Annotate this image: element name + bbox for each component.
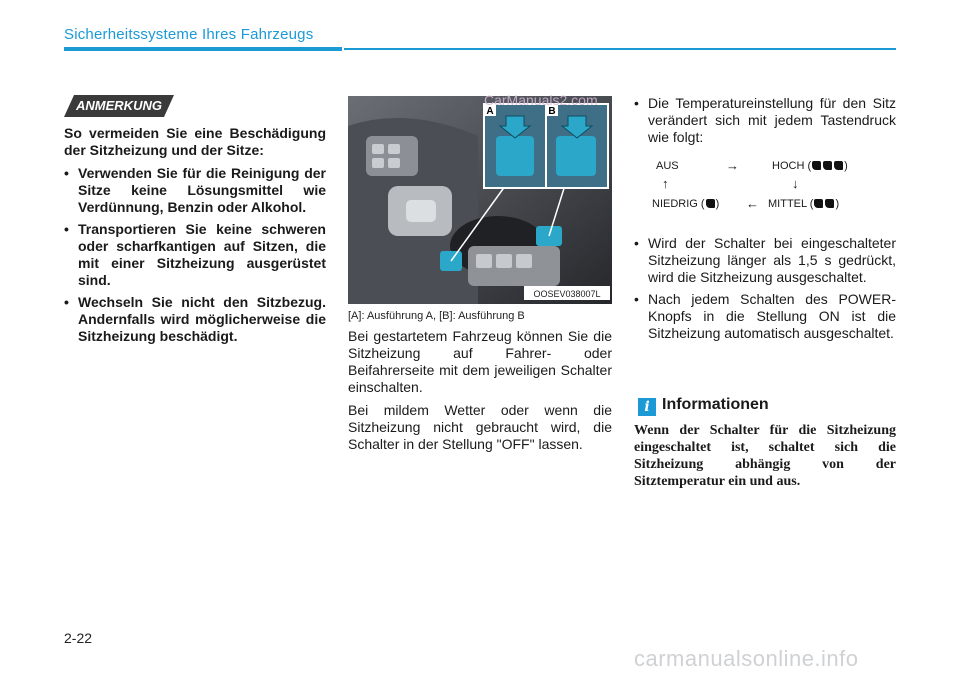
cycle-arrow-down: ↓: [792, 176, 799, 191]
information-title: Informationen: [662, 396, 769, 413]
cycle-high-label: HOCH (: [772, 160, 812, 172]
note-bullet: • Wechseln Sie nicht den Sitzbezug. Andernfalls wird möglicherweise die Sitzheizung beschädigt.: [64, 294, 326, 345]
seat-heat-icon: [812, 161, 821, 170]
cycle-paren: ): [844, 160, 848, 172]
cycle-low-label: NIEDRIG (: [652, 198, 705, 210]
seat-heat-icon: [823, 161, 832, 170]
gear-button-panel: [366, 136, 418, 176]
settings-column-lower: [634, 235, 896, 342]
header-rule-thick: [64, 47, 342, 51]
seat-heat-icon: [834, 161, 843, 170]
seat-heat-icon: [706, 199, 715, 208]
info-icon: i: [638, 398, 656, 416]
seat-heat-icon: [814, 199, 823, 208]
information-text: Wenn der Schalter für die Sitzheizung eingeschaltet ist, schaltet sich die Sitzheizung abhängig von der Sitztemperatur ein und aus.: [634, 423, 896, 489]
cycle-low: [652, 198, 719, 210]
figure-code: OOSEV038007L: [533, 289, 601, 299]
seat-heat-icon: [825, 199, 834, 208]
note-column: [64, 125, 326, 350]
operation-paragraph: Bei mildem Wetter oder wenn die Sitzheizung nicht gebraucht wird, die Schalter in der Stellung "OFF" lassen.: [348, 402, 612, 452]
temperature-cycle-diagram: [634, 156, 896, 216]
header-rule-thin: [344, 48, 896, 50]
note-badge-label: ANMERKUNG: [76, 98, 162, 113]
cycle-medium-label: MITTEL (: [768, 198, 814, 210]
settings-bullet-list-lower: [634, 235, 896, 342]
settings-bullet: • Wird der Schalter bei eingeschalteter Sitzheizung länger als 1,5 s gedrückt, wird die Sitzheizung ausgeschaltet.: [634, 235, 896, 286]
settings-column: [634, 95, 896, 146]
console-illustration: [348, 96, 612, 304]
note-bullet-list: [64, 165, 326, 345]
figure-caption: [A]: Ausführung A, [B]: Ausführung B: [348, 310, 525, 322]
settings-bullet-list: [634, 95, 896, 146]
watermark-top: CarManuals2.com: [484, 92, 598, 108]
page-number: 2-22: [64, 630, 93, 646]
note-bullet: • Verwenden Sie für die Reinigung der Sitze keine Lösungsmittel wie Verdünnung, Benzin oder Alkohol.: [64, 165, 326, 216]
cycle-paren: ): [835, 198, 840, 210]
cycle-paren: ): [715, 198, 720, 210]
settings-bullet: • Nach jedem Schalten des POWER-Knopfs in die Stellung ON ist die Sitzheizung automatisch ausgeschaltet.: [634, 291, 896, 342]
cycle-off: AUS: [656, 160, 679, 172]
cycle-arrow-left: ←: [746, 196, 759, 211]
inset-label-a: A: [486, 106, 494, 117]
section-title: Sicherheitssysteme Ihres Fahrzeugs: [64, 26, 314, 43]
note-bullet: • Transportieren Sie keine schweren oder scharfkantigen auf Sitzen, die mit einer Sitzheizung ausgerüstet sind.: [64, 221, 326, 289]
cycle-arrow-up: ↑: [662, 176, 669, 191]
note-badge: [64, 95, 174, 117]
cycle-high: [772, 160, 848, 172]
settings-bullet: • Die Temperatureinstellung für den Sitz verändert sich mit jedem Tastendruck wie folgt:: [634, 95, 896, 146]
watermark-bottom: carmanualsonline.info: [634, 646, 859, 671]
operation-paragraph: Bei gestartetem Fahrzeug können Sie die Sitzheizung auf Fahrer- oder Beifahrerseite mit dem jeweiligen Schalter einschalten.: [348, 328, 612, 395]
inset-label-b: B: [548, 106, 556, 117]
operation-column: [348, 328, 612, 459]
seat-heater-photo: [348, 96, 612, 304]
note-intro: So vermeiden Sie eine Beschädigung der Sitzheizung und der Sitze:: [64, 125, 326, 158]
cycle-medium: [768, 198, 839, 210]
cycle-arrow-right: →: [726, 158, 739, 173]
